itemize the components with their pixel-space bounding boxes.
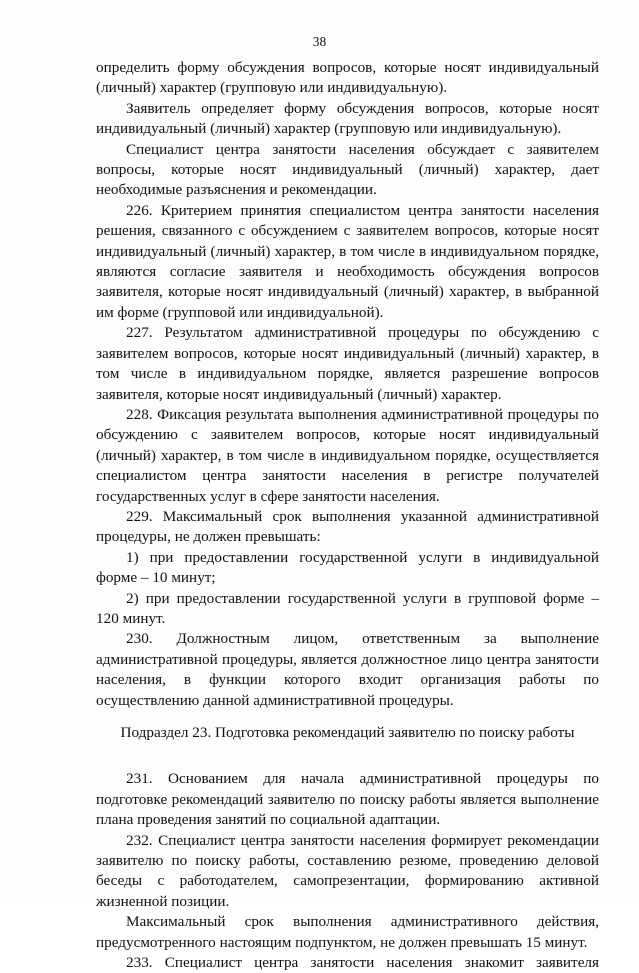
- paragraph: Специалист центра занятости населения обсуждает с заявителем вопросы, которые носят индивидуальный (личный) характер, дает необходимые разъяснения и рекомендации.: [96, 140, 599, 199]
- paragraph: Максимальный срок выполнения административного действия, предусмотренного настоящим подпунктом, не должен превышать 15 минут.: [96, 913, 599, 951]
- paragraph-231: 231. Основанием для начала административной процедуры по подготовке рекомендаций заявителю по поиску работы является выполнение плана проведения занятий по социальной адаптации.: [96, 770, 599, 829]
- paragraph: определить форму обсуждения вопросов, которые носят индивидуальный (личный) характер (групповую или индивидуальную).: [96, 59, 599, 97]
- paragraph: Заявитель определяет форму обсуждения вопросов, которые носят индивидуальный (личный) характер (групповую или индивидуальную).: [96, 99, 599, 138]
- paragraph-233: 233. Специалист центра занятости населения знакомит заявителя: [126, 954, 599, 972]
- paragraph-227: 227. Результатом административной процедуры по обсуждению с заявителем вопросов, которые носят индивидуальный (личный) характер, в том числе в индивидуальном порядке, является разрешение вопросов заявителя, которые носят индивидуальный (личный) характер.: [96, 324, 599, 403]
- section-heading: Подраздел 23. Подготовка рекомендаций заявителю по поиску работы: [120, 724, 575, 741]
- paragraph-226: 226. Критерием принятия специалистом центра занятости населения решения, связанного с обсуждением с заявителем вопросов, которые носят индивидуальный (личный) характер, в том числе в индивидуальном порядке, являются согласие заявителя и необходимость обсуждения вопросов заявителя, которые носят индивидуальный (личный) характер, в выбранной им форме (групповой или индивидуальной).: [96, 201, 599, 321]
- list-item-2: 2) при предоставлении государственной услуги в групповой форме – 120 минут.: [96, 589, 599, 627]
- page-number: 38: [312, 34, 327, 49]
- paragraph-230: 230. Должностным лицом, ответственным за выполнение административной процедуры, является должностное лицо центра занятости населения, в функции которого входит организация работы по осуществлению данной административной процедуры.: [96, 630, 599, 709]
- paragraph-229: 229. Максимальный срок выполнения указанной административной процедуры, не должен превышать:: [96, 507, 599, 546]
- document-body: [96, 58, 599, 973]
- paragraph-232: 232. Специалист центра занятости населения формирует рекомендации заявителю по поиску работы, составлению резюме, проведению деловой беседы с работодателем, самопрезентации, формированию активной жизненной позиции.: [96, 831, 599, 910]
- list-item-1: 1) при предоставлении государственной услуги в индивидуальной форме – 10 минут;: [96, 548, 599, 587]
- paragraph-228: 228. Фиксация результата выполнения административной процедуры по обсуждению с заявителем вопросов, которые носят индивидуальный (личный) характер, в том числе в индивидуальном порядке, осуществляется специалистом центра занятости населения в регистре получателей государственных услуг в сфере занятости населения.: [96, 405, 599, 505]
